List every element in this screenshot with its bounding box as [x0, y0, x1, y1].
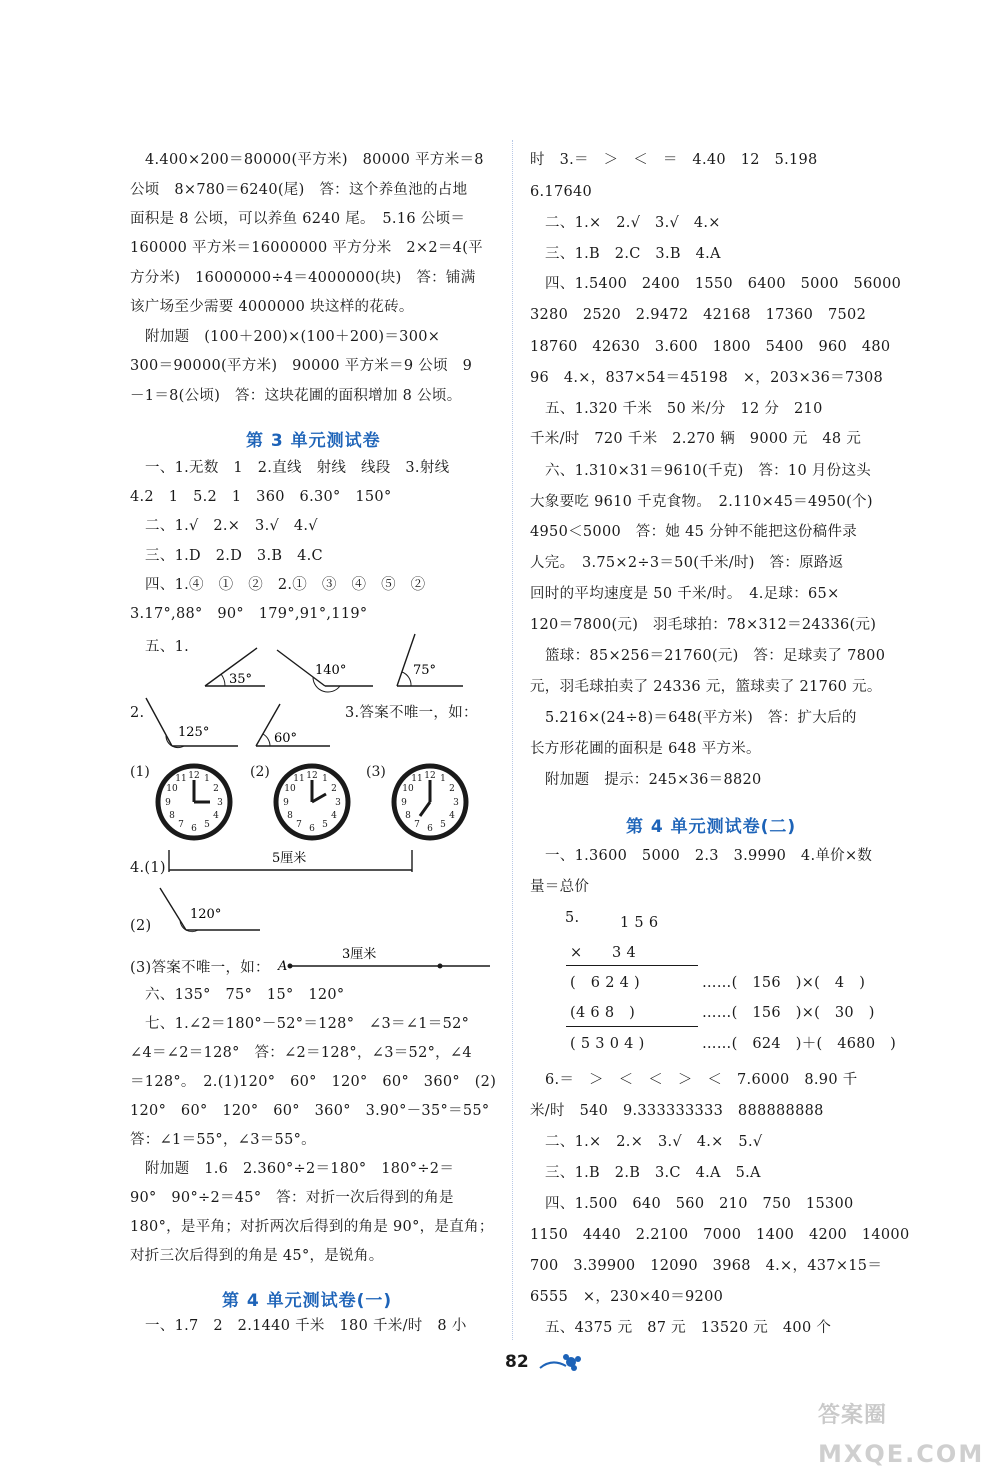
right-line: 长方形花圃的面积是 648 平方米。 — [530, 741, 761, 757]
right-line: 6.17640 — [530, 184, 593, 200]
svg-text:10: 10 — [284, 784, 296, 794]
mult-note: ……( 624 )＋( 4680 ) — [702, 1036, 897, 1052]
watermark-url: MXQE.COM — [818, 1440, 985, 1468]
left-line: 160000 平方米＝16000000 平方分米 2×2＝4(平 — [130, 240, 483, 256]
q4-2-label: (2) — [130, 918, 152, 934]
angle-75-figure — [397, 634, 463, 686]
mult-row: × 3 4 — [570, 945, 637, 961]
left-line: 附加题 (100＋200)×(100＋200)＝300× — [145, 329, 441, 345]
column-divider — [512, 140, 513, 1340]
mult-rule — [566, 1026, 698, 1027]
left-line: 答：∠1＝55°，∠3＝55°。 — [130, 1132, 316, 1148]
svg-text:7: 7 — [296, 820, 302, 830]
right-line: 一、1.3600 5000 2.3 3.9990 4.单价×数 — [545, 848, 873, 864]
svg-text:8: 8 — [169, 811, 175, 821]
svg-text:7: 7 — [178, 820, 184, 830]
svg-text:1: 1 — [440, 774, 446, 784]
left-line: 方分米) 16000000÷4＝4000000(块) 答：铺满 — [130, 270, 476, 286]
svg-text:4: 4 — [331, 811, 337, 821]
mult-note: ……( 156 )×( 4 ) — [702, 975, 866, 991]
svg-text:5: 5 — [204, 820, 210, 830]
svg-text:9: 9 — [165, 798, 171, 808]
svg-text:9: 9 — [401, 798, 407, 808]
right-line: 四、1.500 640 560 210 750 15300 — [545, 1196, 854, 1212]
mult-row: (4 6 8 ) — [570, 1005, 636, 1021]
mult-row: ( 5 3 0 4 ) — [570, 1036, 645, 1052]
segment-label: 5厘米 — [272, 851, 307, 866]
section-heading-unit4a: 第 4 单元测试卷(一) — [222, 1291, 393, 1311]
clock-figure — [272, 762, 352, 842]
left-line: 4.400×200＝80000(平方米) 80000 平方米＝8 — [145, 152, 484, 168]
right-line: 4950＜5000 答：她 45 分钟不能把这份稿件录 — [530, 524, 858, 540]
left-line: 附加题 1.6 2.360°÷2＝180° 180°÷2＝ — [145, 1161, 455, 1177]
svg-text:9: 9 — [283, 798, 289, 808]
right-line: 回时的平均速度是 50 千米/时。 4.足球：65× — [530, 586, 840, 602]
svg-text:1: 1 — [322, 774, 328, 784]
svg-text:12: 12 — [306, 771, 318, 781]
point-a-label: A — [278, 959, 288, 974]
section-heading-unit3: 第 3 单元测试卷 — [246, 431, 381, 451]
angle-label: 125° — [178, 725, 210, 740]
svg-text:10: 10 — [402, 784, 414, 794]
right-line: 5.216×(24÷8)＝648(平方米) 答：扩大后的 — [545, 710, 857, 726]
left-line: －1＝8(公顷) 答：这块花圃的面积增加 8 公顷。 — [130, 388, 462, 404]
segment-label: 3厘米 — [342, 947, 377, 962]
angle-label: 35° — [229, 672, 253, 687]
svg-text:11: 11 — [293, 774, 305, 784]
svg-text:5: 5 — [322, 820, 328, 830]
q5-label: 5. — [565, 910, 580, 926]
left-line: 七、1.∠2＝180°－52°＝128° ∠3＝∠1＝52° — [145, 1016, 470, 1032]
left-line: 对折三次后得到的角是 45°，是锐角。 — [130, 1248, 384, 1264]
left-line: 一、1.无数 1 2.直线 射线 线段 3.射线 — [145, 460, 450, 476]
left-line: 3.17°,88° 90° 179°,91°,119° — [130, 606, 368, 622]
left-line: 180°，是平角；对折两次后得到的角是 90°，是直角； — [130, 1219, 494, 1235]
right-line: 120＝7800(元) 羽毛球拍：78×312＝24336(元) — [530, 617, 877, 633]
left-line: 4.2 1 5.2 1 360 6.30° 150° — [130, 489, 392, 505]
angle-35-figure — [205, 648, 265, 687]
left-line: 公顷 8×780＝6240(尾) 答：这个养鱼池的占地 — [130, 182, 468, 198]
right-line: 二、1.× 2.√ 3.√ 4.× — [545, 215, 721, 231]
mult-row: ( 6 2 4 ) — [570, 975, 641, 991]
clock-label: (1) — [130, 764, 150, 780]
right-line: 96 4.×，837×54＝45198 ×，203×36＝7308 — [530, 370, 884, 386]
right-line: 6.＝ ＞ ＜ ＜ ＞ ＜ 7.6000 8.90 千 — [545, 1072, 858, 1088]
right-line: 五、4375 元 87 元 13520 元 400 个 — [545, 1320, 832, 1336]
svg-text:2: 2 — [449, 784, 455, 794]
q4-label: 4.(1) — [130, 860, 166, 876]
right-line: 6555 ×，230×40＝9200 — [530, 1289, 724, 1305]
right-line: 三、1.B 2.C 3.B 4.A — [545, 246, 721, 262]
angle-125-figure — [146, 698, 238, 748]
right-line: 18760 42630 3.600 1800 5400 960 480 — [530, 339, 891, 355]
angle-figures-row2 — [140, 690, 340, 752]
right-line: 大象要吃 9610 千克食物。 2.110×45＝4950(个) — [530, 494, 873, 510]
left-line: 六、135° 75° 15° 120° — [145, 987, 345, 1003]
segment-3cm-figure — [276, 944, 496, 976]
svg-text:12: 12 — [188, 771, 200, 781]
right-line: 人完。 3.75×2÷3＝50(千米/时) 答：原路返 — [530, 555, 844, 571]
svg-text:12: 12 — [424, 771, 436, 781]
left-line: 四、1.④ ① ② 2.① ③ ④ ⑤ ② — [145, 577, 426, 593]
q2-label: 2. — [130, 705, 145, 721]
svg-text:4: 4 — [213, 811, 219, 821]
right-line: 附加题 提示：245×36＝8820 — [545, 772, 762, 788]
svg-text:11: 11 — [175, 774, 187, 784]
mult-note: ……( 156 )×( 30 ) — [702, 1005, 875, 1021]
right-line: 3280 2520 2.9472 42168 17360 7502 — [530, 307, 867, 323]
svg-text:7: 7 — [414, 820, 420, 830]
right-line: 时 3.＝ ＞ ＜ ＝ 4.40 12 5.198 — [530, 152, 818, 168]
angle-label: 140° — [315, 663, 347, 678]
svg-text:3: 3 — [217, 798, 223, 808]
svg-text:1: 1 — [204, 774, 210, 784]
right-line: 四、1.5400 2400 1550 6400 5000 56000 — [545, 276, 902, 292]
q3-note: 3.答案不唯一，如： — [345, 705, 478, 721]
left-line: ∠4＝∠2＝128° 答：∠2＝128°，∠3＝52°，∠4 — [130, 1045, 472, 1061]
svg-text:6: 6 — [309, 824, 315, 834]
section-heading-unit4b: 第 4 单元测试卷(二) — [626, 817, 797, 837]
svg-text:3: 3 — [453, 798, 459, 808]
angle-60-figure — [256, 704, 330, 746]
left-line: ＝128°。 2.(1)120° 60° 120° 60° 360° (2) — [130, 1074, 497, 1090]
svg-text:6: 6 — [191, 824, 197, 834]
watermark-logo: 答案圈 — [818, 1403, 888, 1428]
svg-text:5: 5 — [440, 820, 446, 830]
page-number: 82 — [505, 1352, 529, 1372]
mult-rule — [566, 965, 698, 966]
angle-label: 60° — [274, 731, 298, 746]
mult-row: 1 5 6 — [620, 915, 659, 931]
svg-text:2: 2 — [331, 784, 337, 794]
left-line: 五、1. — [145, 639, 190, 655]
right-line: 元，羽毛球拍卖了 24336 元，篮球卖了 21760 元。 — [530, 679, 882, 695]
angle-label: 75° — [413, 663, 437, 678]
left-line: 120° 60° 120° 60° 360° 3.90°－35°＝55° — [130, 1103, 490, 1119]
left-line: 90° 90°÷2＝45° 答：对折一次后得到的角是 — [130, 1190, 454, 1206]
svg-text:3: 3 — [335, 798, 341, 808]
right-line: 篮球：85×256＝21760(元) 答：足球卖了 7800 — [545, 648, 886, 664]
q4-3-label: (3)答案不唯一，如： — [130, 960, 270, 976]
svg-text:6: 6 — [427, 824, 433, 834]
clock-figure — [390, 762, 470, 842]
right-line: 1150 4440 2.2100 7000 1400 4200 14000 — [530, 1227, 910, 1243]
right-line: 二、1.× 2.× 3.√ 4.× 5.√ — [545, 1134, 763, 1150]
clock-label: (2) — [250, 764, 270, 780]
right-line: 千米/时 720 千米 2.270 辆 9000 元 48 元 — [530, 431, 862, 447]
svg-text:4: 4 — [449, 811, 455, 821]
angle-label: 120° — [190, 907, 222, 922]
svg-text:11: 11 — [411, 774, 423, 784]
angle-120-figure — [150, 884, 270, 936]
flower-ornament-icon — [538, 1352, 584, 1376]
right-line: 米/时 540 9.333333333 888888888 — [530, 1103, 824, 1119]
svg-text:2: 2 — [213, 784, 219, 794]
clock-label: (3) — [366, 764, 386, 780]
clock-figure — [154, 762, 234, 842]
left-line: 二、1.√ 2.× 3.√ 4.√ — [145, 518, 318, 534]
svg-text:8: 8 — [405, 811, 411, 821]
right-line: 量＝总价 — [530, 879, 590, 895]
left-line: 一、1.7 2 2.1440 千米 180 千米/时 8 小 — [145, 1318, 467, 1334]
svg-text:8: 8 — [287, 811, 293, 821]
angle-140-figure — [277, 650, 373, 692]
right-line: 六、1.310×31＝9610(千克) 答：10 月份这头 — [545, 463, 872, 479]
segment-5cm-figure — [166, 846, 426, 876]
left-line: 该广场至少需要 4000000 块这样的花砖。 — [130, 299, 414, 315]
right-line: 700 3.39900 12090 3968 4.×，437×15＝ — [530, 1258, 883, 1274]
svg-text:10: 10 — [166, 784, 178, 794]
right-line: 三、1.B 2.B 3.C 4.A 5.A — [545, 1165, 761, 1181]
left-line: 300＝90000(平方米) 90000 平方米＝9 公顷 9 — [130, 358, 473, 374]
left-line: 面积是 8 公顷，可以养鱼 6240 尾。 5.16 公顷＝ — [130, 211, 466, 227]
left-line: 三、1.D 2.D 3.B 4.C — [145, 548, 323, 564]
angle-figures-row1 — [195, 630, 475, 694]
right-line: 五、1.320 千米 50 米/分 12 分 210 — [545, 401, 823, 417]
